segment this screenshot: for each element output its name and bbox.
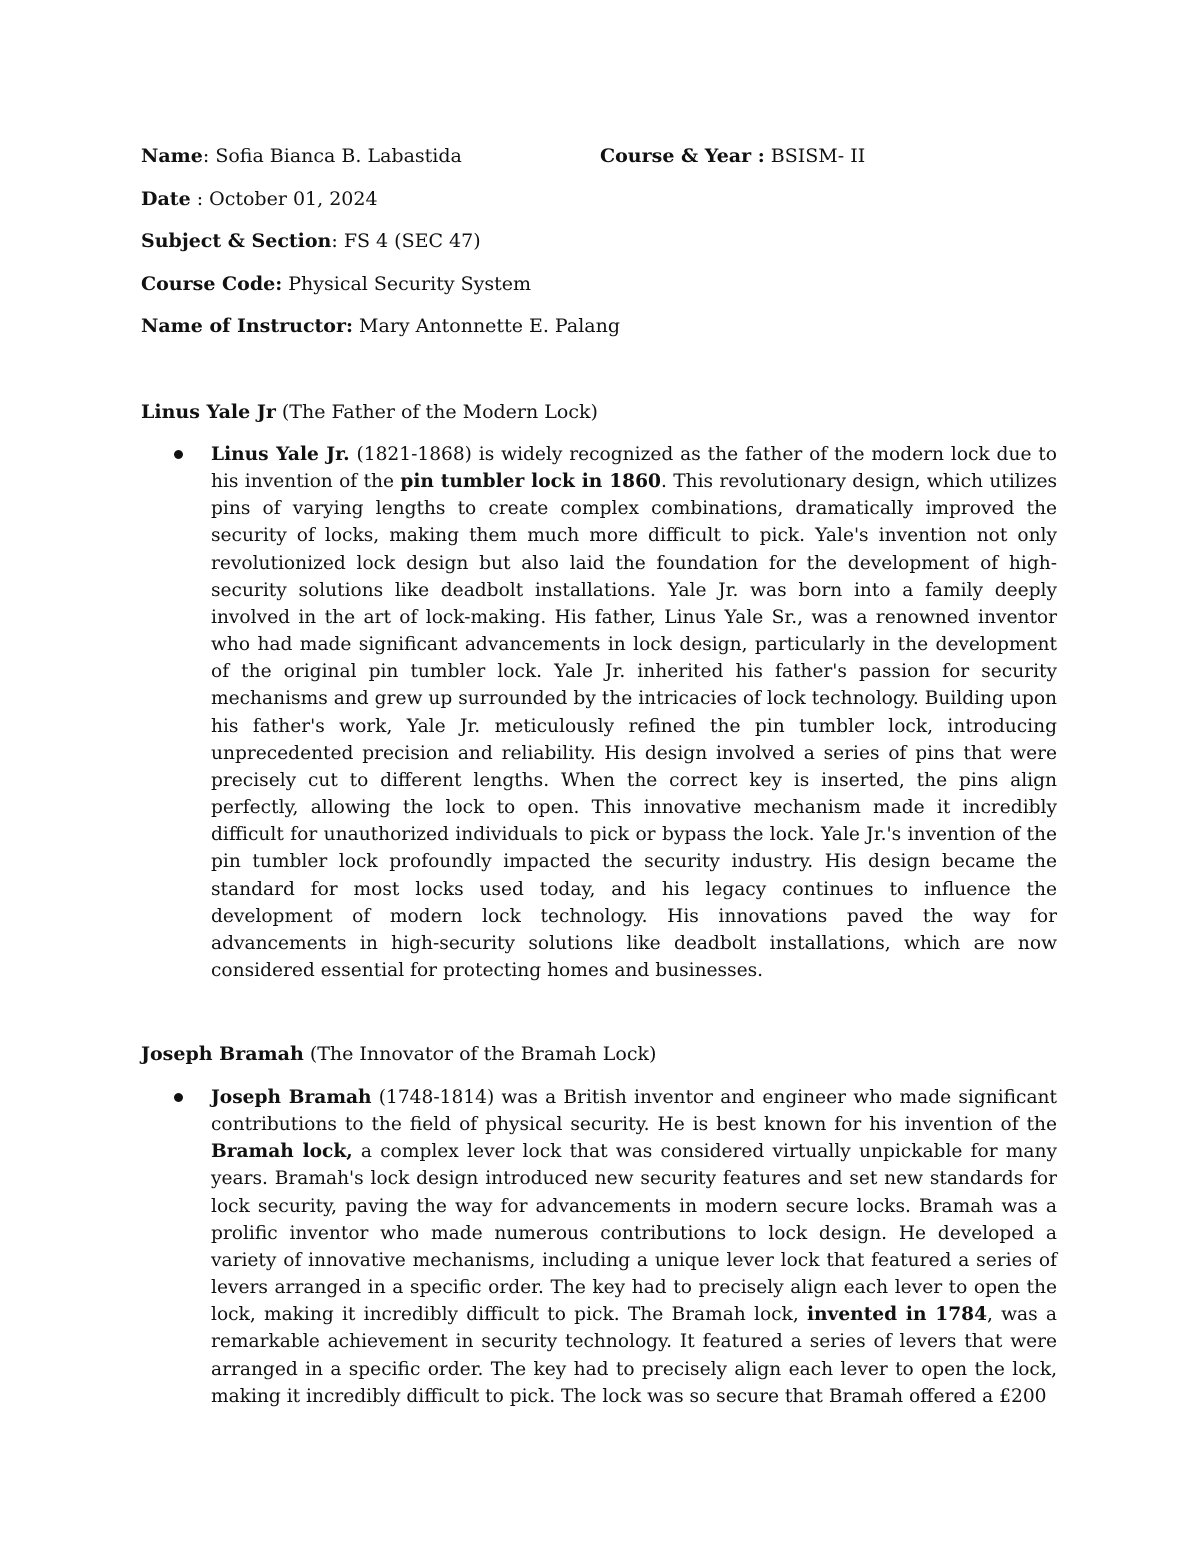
paragraph-bold-highlight: invented in 1784 (806, 1304, 988, 1326)
paragraph-bold-name: Linus Yale Jr. (211, 444, 350, 465)
section-heading-yale (141, 398, 598, 426)
paragraph-text: (1748-1814) was a British inventor and engineer who made significant contributions to the field of physical security. He is best known for his invention of the (211, 1087, 1057, 1136)
bullet-paragraph-bramah (211, 1084, 1057, 1410)
bullet-icon (174, 450, 183, 459)
name-row (141, 142, 1061, 185)
name-value: : Sofia Bianca B. Labastida (202, 145, 462, 167)
paragraph-text: . This revolutionary design, which utilizes pins of varying lengths to create complex combinations, dramatically improved the security of locks, making them much more difficult to pick. Yale's invention not only revolutionized lock design but also laid the foundation for the development of high-security solutions like deadbolt installations. Yale Jr. was born into a family deeply involved in the art of lock-making. His father, Linus Yale Sr., was a renowned inventor who had made significant advancements in lock design, particularly in the development of the original pin tumbler lock. Yale Jr. inherited his father's passion for security mechanisms and grew up surrounded by the intricacies of lock technology. Building upon his father's work, Yale Jr. meticulously refined the pin tumbler lock, introducing unprecedented precision and reliability. His design involved a series of pins that were precisely cut to different lengths. When the correct key is inserted, the pins align perfectly, allowing the lock to open. This innovative mechanism made it incredibly difficult for unauthorized individuals to pick or bypass the lock. Yale Jr.'s invention of the pin tumbler lock profoundly impacted the security industry. His design became the standard for most locks used today, and his legacy continues to influence the development of modern lock technology. His innovations paved the way for advancements in high-security solutions like deadbolt installations, which are now considered essential for protecting homes and businesses. (211, 471, 1057, 981)
section-heading-rest: (The Father of the Modern Lock) (275, 401, 598, 423)
date-label: Date (141, 187, 191, 210)
section-heading-bold: Linus Yale Jr (141, 401, 276, 423)
course-year-field (600, 142, 865, 170)
bullet-paragraph-yale (211, 441, 1057, 984)
paragraph-text: , was a remarkable achievement in security technology. It featured a series of levers that were arranged in a specific order. The key had to precisely align each lever to open the lock, making it incredibly difficult to pick. The lock was so secure that Bramah offered a £200 (211, 1304, 1057, 1407)
subject-row (141, 227, 1061, 270)
paragraph-bold-name: Joseph Bramah (211, 1087, 372, 1108)
instructor-label: Name of Instructor: (141, 315, 353, 337)
bullet-icon (174, 1093, 183, 1102)
subject-value: : FS 4 (SEC 47) (331, 230, 481, 252)
date-value: : October 01, 2024 (190, 187, 378, 210)
course-code-value: Physical Security System (282, 272, 532, 295)
paragraph-text: a complex lever lock that was considered virtually unpickable for many years. Bramah's lock design introduced new security features and set new standards for lock security, paving the way for advancements in modern secure locks. Bramah was a prolific inventor who made numerous contributions to lock design. He developed a variety of innovative mechanisms, including a unique lever lock that featured a series of levers arranged in a specific order. The key had to precisely align each lever to open the lock, making it incredibly difficult to pick. The Bramah lock, (211, 1141, 1057, 1326)
paragraph-bold-highlight: Bramah lock, (211, 1141, 353, 1163)
course-year-value: BSISM- II (764, 145, 866, 167)
section-heading-rest: (The Innovator of the Bramah Lock) (303, 1043, 657, 1065)
document-header (141, 142, 1061, 355)
course-year-label: Course & Year : (600, 145, 765, 167)
subject-label: Subject & Section (141, 230, 332, 252)
instructor-row (141, 312, 1061, 355)
instructor-value: Mary Antonnette E. Palang (353, 315, 620, 337)
date-row (141, 185, 1061, 228)
section-heading-bramah (141, 1040, 656, 1068)
course-code-row (141, 270, 1061, 313)
name-label: Name (141, 145, 203, 167)
section-heading-bold: Joseph Bramah (141, 1043, 304, 1065)
paragraph-text: (1821-1868) is widely recognized as the father of the modern lock due to his invention of the (211, 444, 1057, 493)
paragraph-bold-highlight: pin tumbler lock in 1860 (400, 471, 661, 493)
course-code-label: Course Code: (141, 272, 283, 295)
